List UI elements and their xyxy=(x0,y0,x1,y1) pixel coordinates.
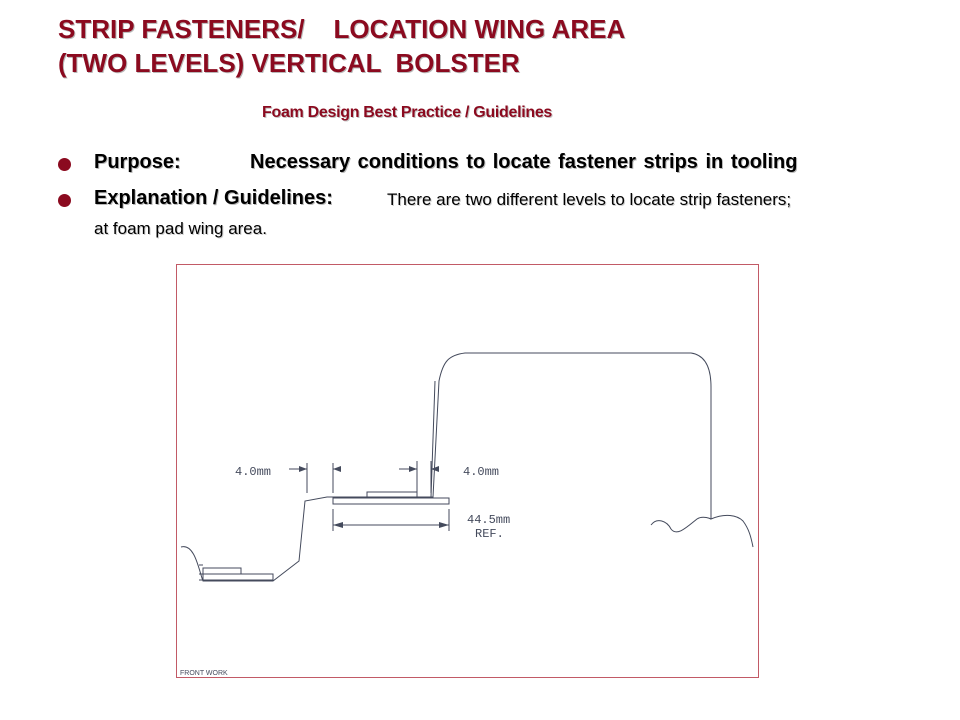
dim-length-note: REF. xyxy=(475,527,504,541)
title-line-1: STRIP FASTENERS/ LOCATION WING AREA xyxy=(58,14,626,44)
wave-line xyxy=(651,517,711,532)
strip-fastener-upper xyxy=(333,498,449,504)
technical-drawing xyxy=(176,264,759,678)
dim-right-extension xyxy=(417,461,431,493)
bullet-dot-icon xyxy=(58,158,71,171)
bullet-label: Explanation / Guidelines: xyxy=(94,187,333,209)
dim-length-label: 44.5mm xyxy=(467,513,511,527)
slide-title xyxy=(58,12,625,80)
strip-fastener-lower-top xyxy=(203,568,241,574)
strip-fastener-lower xyxy=(203,574,273,580)
dim-right-label: 4.0mm xyxy=(463,465,500,479)
bullet-label: Purpose: xyxy=(94,151,181,173)
bullet-text: Necessary conditions to locate fastener strips in tooling xyxy=(250,151,798,173)
dim-left-extension xyxy=(307,463,333,493)
title-line-2: (TWO LEVELS) VERTICAL BOLSTER xyxy=(58,48,520,78)
slide-subtitle: Foam Design Best Practice / Guidelines xyxy=(262,104,553,121)
bullet-text: There are two different levels to locate strip fasteners; xyxy=(387,190,792,209)
bullet-text-continued: at foam pad wing area. xyxy=(94,219,267,238)
bullet-dot-icon xyxy=(58,194,71,207)
dim-left-label: 4.0mm xyxy=(235,465,272,479)
dim-length-extension xyxy=(333,509,449,531)
drawing-canvas xyxy=(177,265,760,679)
corner-label: FRONT WORK xyxy=(180,670,228,677)
